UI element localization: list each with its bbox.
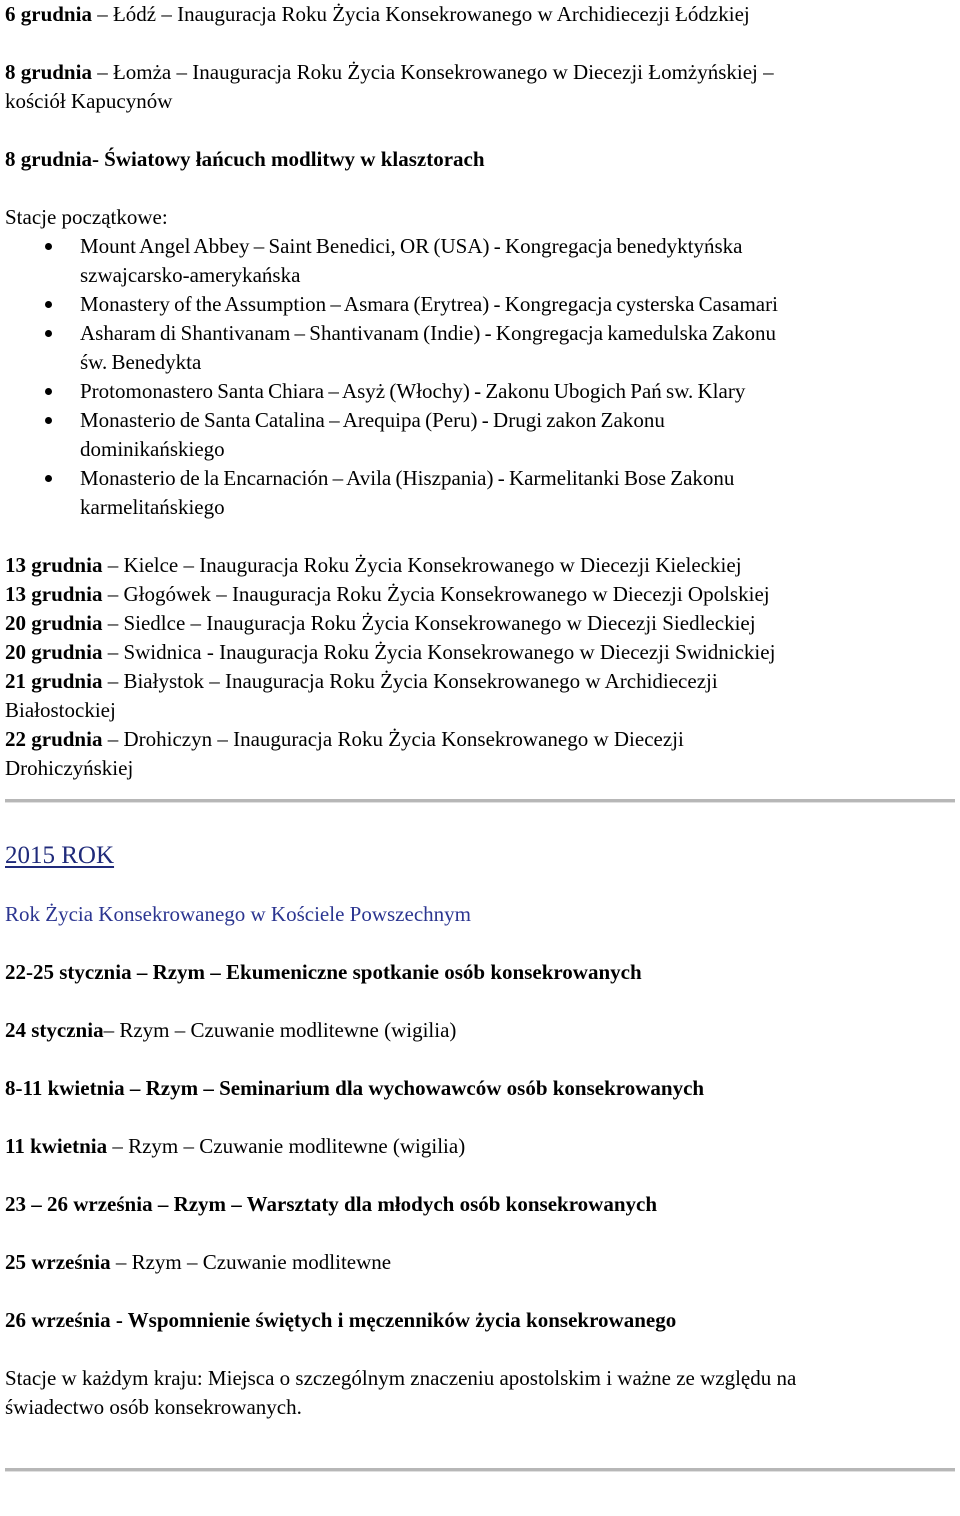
station-line: Monasterio de Santa Catalina – Arequipa (Peru) - Drugi zakon Zakonu xyxy=(80,408,665,432)
closing-line: Stacje w każdym kraju: Miejsca o szczególnym znaczeniu apostolskim i ważne ze względu na xyxy=(5,1366,797,1390)
event-date: 6 grudnia xyxy=(5,2,92,26)
event-text: – Głogówek – Inauguracja Roku Życia Konsekrowanego w Diecezji Opolskiej xyxy=(102,582,770,606)
event-line: 26 września - Wspomnienie świętych i męczenników życia konsekrowanego xyxy=(5,1308,677,1332)
bullet-icon xyxy=(45,243,52,250)
event-title: 8 grudnia- Światowy łańcuch modlitwy w klasztorach xyxy=(5,147,485,171)
event-line: 8-11 kwietnia – Rzym – Seminarium dla wychowawców osób konsekrowanych xyxy=(5,1076,705,1100)
event-line xyxy=(5,58,955,87)
event-line xyxy=(5,609,955,638)
event-line xyxy=(5,1248,955,1277)
event-line xyxy=(5,1132,955,1161)
list-item xyxy=(5,464,940,522)
event-line-continued: kościół Kapucynów xyxy=(5,89,173,113)
event-line xyxy=(5,725,955,754)
station-line: Monasterio de la Encarnación – Avila (Hiszpania) - Karmelitanki Bose Zakonu xyxy=(80,466,735,490)
station-line: Protomonastero Santa Chiara – Asyż (Włochy) - Zakonu Ubogich Pań sw. Klary xyxy=(80,379,746,403)
horizontal-rule xyxy=(5,1468,955,1472)
event-date: 25 września xyxy=(5,1250,111,1274)
event-text: – Białystok – Inauguracja Roku Życia Konsekrowanego w Archidiecezji xyxy=(102,669,718,693)
event-date: 11 kwietnia xyxy=(5,1134,108,1158)
station-line: Asharam di Shantivanam – Shantivanam (Indie) - Kongregacja kamedulska Zakonu xyxy=(80,321,777,345)
event-text: – Rzym – Czuwanie modlitewne (wigilia) xyxy=(103,1018,457,1042)
event-line: 22-25 stycznia – Rzym – Ekumeniczne spotkanie osób konsekrowanych xyxy=(5,960,642,984)
bullet-icon xyxy=(45,388,52,395)
stations-intro: Stacje początkowe: xyxy=(5,205,168,229)
event-date: 24 stycznia xyxy=(5,1018,104,1042)
bullet-icon xyxy=(45,301,52,308)
station-line: Monastery of the Assumption – Asmara (Erytrea) - Kongregacja cysterska Casamari xyxy=(80,292,778,316)
bullet-icon xyxy=(45,475,52,482)
event-text: – Rzym – Czuwanie modlitewne xyxy=(110,1250,392,1274)
bullet-icon xyxy=(45,417,52,424)
event-line xyxy=(5,667,955,696)
station-line-continued: szwajcarsko-amerykańska xyxy=(80,263,301,287)
event-date: 21 grudnia xyxy=(5,669,103,693)
event-date: 13 grudnia xyxy=(5,553,103,577)
station-line-continued: dominikańskiego xyxy=(80,437,225,461)
closing-paragraph xyxy=(5,1364,955,1422)
list-item xyxy=(5,406,940,464)
section-subheading: Rok Życia Konsekrowanego w Kościele Powszechnym xyxy=(5,902,471,926)
event-text: – Łomża – Inauguracja Roku Życia Konsekrowanego w Diecezji Łomżyńskiej – xyxy=(91,60,774,84)
event-text: – Kielce – Inauguracja Roku Życia Konsekrowanego w Diecezji Kieleckiej xyxy=(102,553,742,577)
event-text: – Łódź – Inauguracja Roku Życia Konsekrowanego w Archidiecezji Łódzkiej xyxy=(91,2,750,26)
list-item xyxy=(5,319,940,377)
event-line: 23 – 26 września – Rzym – Warsztaty dla młodych osób konsekrowanych xyxy=(5,1192,657,1216)
station-line-continued: św. Benedykta xyxy=(80,350,202,374)
stations-list xyxy=(5,232,955,522)
event-line xyxy=(5,638,955,667)
list-item xyxy=(5,290,940,319)
list-item xyxy=(5,377,940,406)
event-line xyxy=(5,580,955,609)
list-item xyxy=(5,232,940,290)
document-page xyxy=(5,0,955,1472)
event-line-continued: Drohiczyńskiej xyxy=(5,756,134,780)
event-line xyxy=(5,0,955,29)
event-text: – Siedlce – Inauguracja Roku Życia Konsekrowanego w Diecezji Siedleckiej xyxy=(102,611,756,635)
event-line xyxy=(5,551,955,580)
station-line-continued: karmelitańskiego xyxy=(80,495,225,519)
year-heading: 2015 ROK xyxy=(5,842,115,869)
bullet-icon xyxy=(45,330,52,337)
event-text: – Swidnica - Inauguracja Roku Życia Konsekrowanego w Diecezji Swidnickiej xyxy=(102,640,776,664)
horizontal-rule xyxy=(5,799,955,803)
inaugurations-block xyxy=(5,551,955,783)
event-text: – Rzym – Czuwanie modlitewne (wigilia) xyxy=(107,1134,466,1158)
station-line: Mount Angel Abbey – Saint Benedici, OR (USA) - Kongregacja benedyktyńska xyxy=(80,234,743,258)
event-date: 20 grudnia xyxy=(5,640,103,664)
event-line-continued: Białostockiej xyxy=(5,698,116,722)
event-date: 22 grudnia xyxy=(5,727,103,751)
event-date: 20 grudnia xyxy=(5,611,103,635)
event-line xyxy=(5,1016,955,1045)
event-date: 13 grudnia xyxy=(5,582,103,606)
closing-line: świadectwo osób konsekrowanych. xyxy=(5,1395,302,1419)
event-text: – Drohiczyn – Inauguracja Roku Życia Konsekrowanego w Diecezji xyxy=(102,727,684,751)
event-date: 8 grudnia xyxy=(5,60,92,84)
